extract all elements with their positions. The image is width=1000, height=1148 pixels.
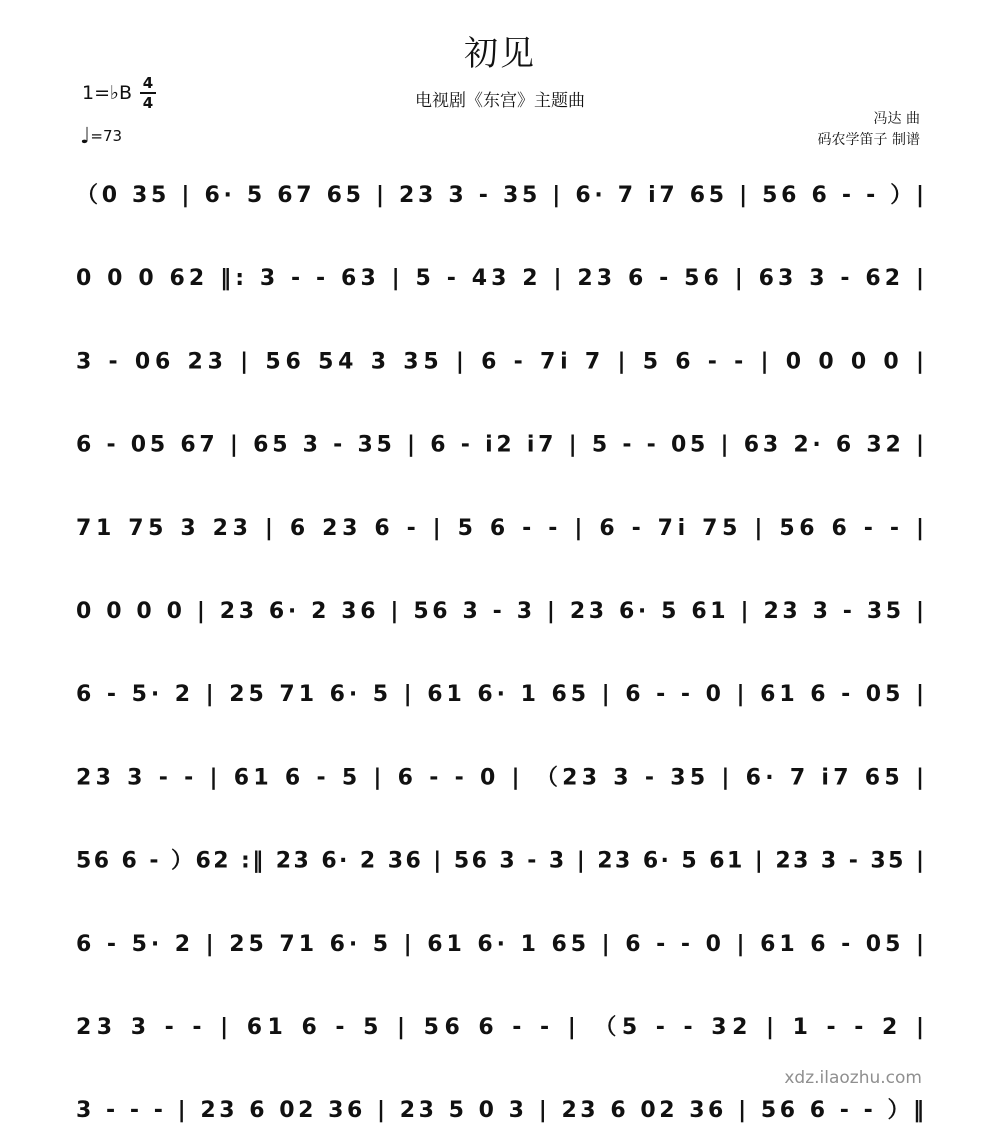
score-line: 3 - 06 23 | 56 54 3 35 | 6 - 7i 7 | 5 6 - - | 0 0 0 0 | [76, 349, 925, 375]
key-signature: 1=♭B [82, 82, 133, 104]
score-line: 6 - 05 67 | 65 3 - 35 | 6 - i2 i7 | 5 - - 05 | 63 2· 6 32 | [76, 432, 925, 458]
score-line: 23 3 - - | 61 6 - 5 | 56 6 - - | （5 - - 32 | 1 - - 2 | [76, 1015, 924, 1040]
time-sig-bottom: 4 [142, 94, 154, 112]
score-line: （0 35 | 6· 5 67 65 | 23 3 - 35 | 6· 7 i7 65 | 56 6 - - ）| [76, 183, 924, 208]
tempo-value: =73 [90, 127, 123, 145]
site-watermark: xdz.ilaozhu.com [784, 1068, 922, 1088]
score-line: 0 0 0 62 ‖: 3 - - 63 | 5 - 43 2 | 23 6 - 56 | 63 3 - 62 | [76, 266, 925, 292]
score-line: 6 - 5· 2 | 25 71 6· 5 | 61 6· 1 65 | 6 - - 0 | 61 6 - 05 | [76, 931, 924, 957]
score-subtitle: 电视剧《东宫》主题曲 [415, 91, 585, 111]
quarter-note-icon: ♩ [80, 124, 91, 149]
score-line: 56 6 - ）62 :‖ 23 6· 2 36 | 56 3 - 3 | 23 6· 5 61 | 23 3 - 35 | [76, 848, 925, 874]
score-line: 6 - 5· 2 | 25 71 6· 5 | 61 6· 1 65 | 6 - - 0 | 61 6 - 05 | [76, 682, 924, 708]
transcriber-credit: 码农学笛子 制谱 [817, 132, 920, 148]
score-line: 0 0 0 0 | 23 6· 2 36 | 56 3 - 3 | 23 6· 5 61 | 23 3 - 35 | [76, 599, 925, 624]
composer-credit: 冯达 曲 [873, 111, 920, 127]
score-line: 3 - - - | 23 6 02 36 | 23 5 0 3 | 23 6 02 36 | 56 6 - - ）‖ [76, 1098, 924, 1124]
score-title: 初见 [464, 34, 536, 74]
score-line: 71 75 3 23 | 6 23 6 - | 5 6 - - | 6 - 7i 75 | 56 6 - - | [76, 515, 925, 541]
score-line: 23 3 - - | 61 6 - 5 | 6 - - 0 | （23 3 - 35 | 6· 7 i7 65 | [76, 765, 924, 791]
time-sig-top: 4 [142, 74, 154, 92]
